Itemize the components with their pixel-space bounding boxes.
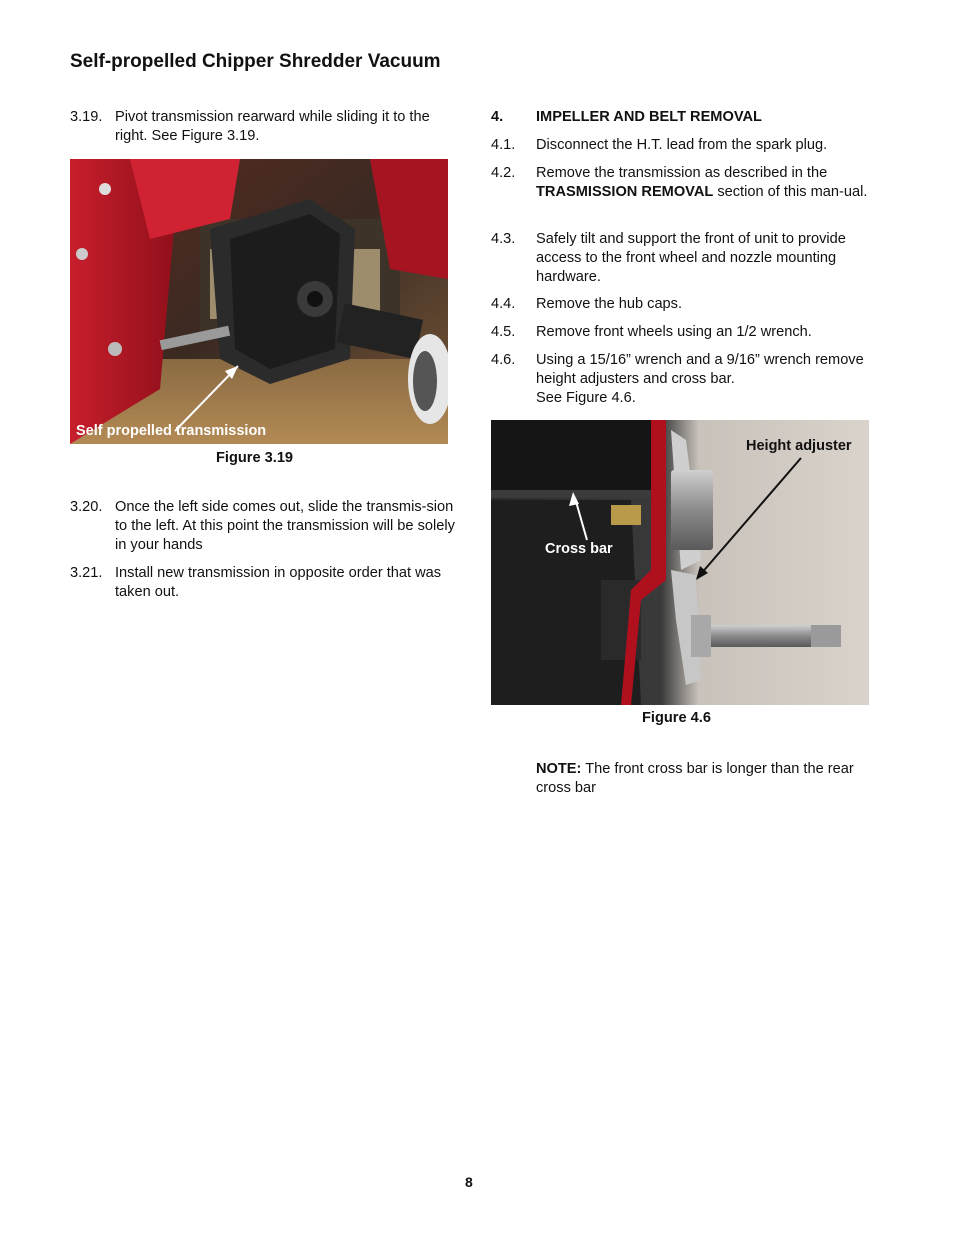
step-number: 4.1. xyxy=(491,137,516,153)
step-3-20 xyxy=(70,498,455,558)
figure-3-19-photo xyxy=(70,159,448,444)
step-text: Install new transmission in opposite order that was taken out. xyxy=(115,565,442,600)
step-text-after: section of this man-ual. xyxy=(713,184,868,200)
step-3-21 xyxy=(70,564,450,604)
page-number: 8 xyxy=(465,1174,473,1190)
step-4-1 xyxy=(491,136,871,156)
step-3-19 xyxy=(70,108,450,148)
step-number: 4.6. xyxy=(491,352,516,368)
step-4-3 xyxy=(491,230,871,290)
section-number: 4. xyxy=(491,109,504,125)
step-number: 3.20. xyxy=(70,499,103,515)
note-label: NOTE: xyxy=(536,761,582,777)
step-number: 3.21. xyxy=(70,565,103,581)
step-text: Remove front wheels using an 1/2 wrench. xyxy=(536,324,812,340)
step-number: 4.3. xyxy=(491,231,516,247)
page-title: Self-propelled Chipper Shredder Vacuum xyxy=(70,51,441,72)
section-heading xyxy=(491,108,871,128)
note-text: The front cross bar is longer than the rear cross bar xyxy=(536,761,854,796)
step-text-before: Remove the transmission as described in the xyxy=(536,165,828,181)
step-4-2 xyxy=(491,164,871,224)
figure-callout-height-adjuster: Height adjuster xyxy=(746,438,852,454)
figure-3-19-caption: Figure 3.19 xyxy=(216,450,294,466)
step-4-4 xyxy=(491,295,871,315)
figure-4-6-caption: Figure 4.6 xyxy=(642,710,711,726)
step-text: Once the left side comes out, slide the transmis-sion to the left. At this point the transmission will be solely in your hands xyxy=(115,499,455,553)
figure-callout-cross-bar: Cross bar xyxy=(545,541,613,557)
transmission-photo xyxy=(70,159,448,444)
step-number: 4.5. xyxy=(491,324,516,340)
step-text xyxy=(536,351,876,408)
step-number: 4.4. xyxy=(491,296,516,312)
step-number: 4.2. xyxy=(491,165,516,181)
step-text-main: Using a 15/16” wrench and a 9/16” wrench remove height adjusters and cross bar. xyxy=(536,352,864,387)
figure-callout-transmission: Self propelled transmission xyxy=(76,423,267,439)
height-adjuster-photo xyxy=(491,420,869,705)
section-title: IMPELLER AND BELT REMOVAL xyxy=(536,109,762,125)
step-text xyxy=(536,164,876,202)
step-4-5 xyxy=(491,323,871,343)
section-reference: TRASMISSION REMOVAL xyxy=(536,184,714,200)
step-text: Pivot transmission rearward while sliding it to the right. See Figure 3.19. xyxy=(115,109,430,144)
step-number: 3.19. xyxy=(70,109,103,125)
figure-reference: See Figure 4.6. xyxy=(536,390,636,406)
figure-4-6-photo xyxy=(491,420,869,705)
step-4-6 xyxy=(491,351,871,411)
step-text: Remove the hub caps. xyxy=(536,296,683,312)
note xyxy=(536,760,871,798)
step-text: Safely tilt and support the front of unit to provide access to the front wheel and nozzle mounting hardware. xyxy=(536,231,846,285)
step-text: Disconnect the H.T. lead from the spark plug. xyxy=(536,137,828,153)
